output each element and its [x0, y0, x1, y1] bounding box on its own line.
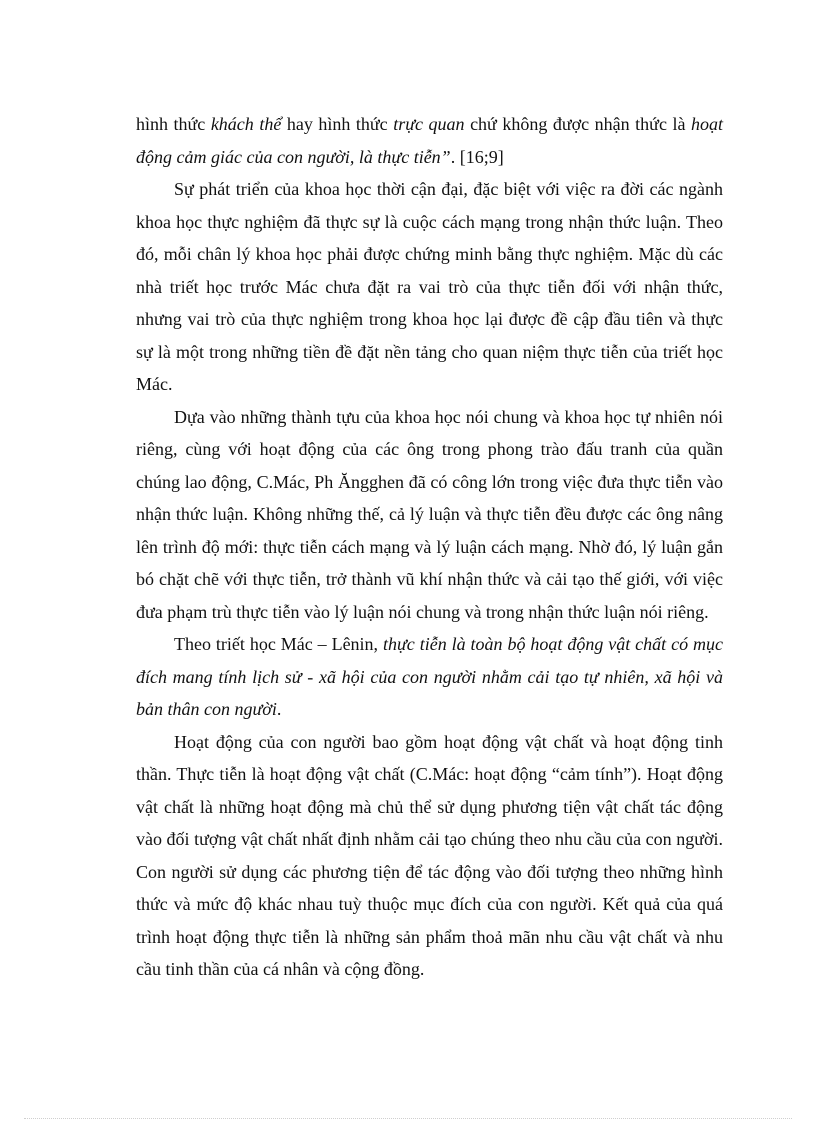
italic-text-run: hoạt động cảm giác của con người, là thực tiễn”: [136, 114, 723, 167]
paragraph-practice-definition: [136, 628, 723, 726]
text-run: Sự phát triển của khoa học thời cận đại, đặc biệt với việc ra đời các ngành khoa học thực nghiệm đã thực sự là cuộc cách mạng trong nhận thức luận. Theo đó, mỗi chân lý khoa học phải được chứng minh bằng thực nghiệm. Mặc dù các nhà triết học trước Mác chưa đặt ra vai trò của thực tiễn đối với nhận thức, nhưng vai trò của thực nghiệm trong khoa học lại được đề cập đầu tiên và thực sự là một trong những tiền đề đặt nền tảng cho quan niệm thực tiễn của triết học Mác.: [136, 179, 723, 394]
text-run: hay hình thức: [281, 114, 394, 134]
definition-italic-text: thực tiễn là toàn bộ hoạt động vật chất có mục đích mang tính lịch sử - xã hội của con người nhằm cải tạo tự nhiên, xã hội và bản thân con người: [136, 634, 723, 719]
text-run: Dựa vào những thành tựu của khoa học nói chung và khoa học tự nhiên nói riêng, cùng với hoạt động của các ông trong phong trào đấu tranh của quần chúng lao động, C.Mác, Ph Ăngghen đã có công lớn trong việc đưa thực tiễn vào nhận thức luận. Không những thế, cả lý luận và thực tiễn đều được các ông nâng lên trình độ mới: thực tiễn cách mạng và lý luận cách mạng. Nhờ đó, lý luận gắn bó chặt chẽ với thực tiễn, trở thành vũ khí nhận thức và cải tạo thế giới, với việc đưa phạm trù thực tiễn vào lý luận nói chung và trong nhận thức luận nói riêng.: [136, 406, 723, 622]
text-run: chứ không được nhận thức là: [464, 114, 691, 134]
text-run: .: [276, 699, 282, 719]
document-page: [136, 108, 723, 986]
citation-text: . [16;9]: [450, 146, 504, 167]
paragraph-human-activity: [136, 726, 723, 986]
paragraph-marx-engels: [136, 401, 723, 629]
italic-text-run: khách thể: [210, 114, 282, 134]
page-bottom-rule: [24, 1118, 792, 1119]
text-run: Theo triết học Mác – Lênin,: [174, 634, 383, 654]
paragraph-modern-science: [136, 173, 723, 401]
italic-text-run: trực quan: [393, 114, 465, 134]
text-run: hình thức: [136, 114, 211, 134]
text-run: Hoạt động của con người bao gồm hoạt động vật chất và hoạt động tinh thần. Thực tiễn là hoạt động vật chất (C.Mác: hoạt động “cảm tính”). Hoạt động vật chất là những hoạt động mà chủ thể sử dụng phương tiện vật chất tác động vào đối tượng vật chất nhất định nhằm cải tạo chúng theo nhu cầu của con người. Con người sử dụng các phương tiện để tác động vào đối tượng theo những hình thức và mức độ khác nhau tuỳ thuộc mục đích của con người. Kết quả của quá trình hoạt động thực tiễn là những sản phẩm thoả mãn nhu cầu vật chất và nhu cầu tinh thần của cá nhân và cộng đồng.: [136, 731, 723, 979]
paragraph-continuation: [136, 108, 723, 173]
